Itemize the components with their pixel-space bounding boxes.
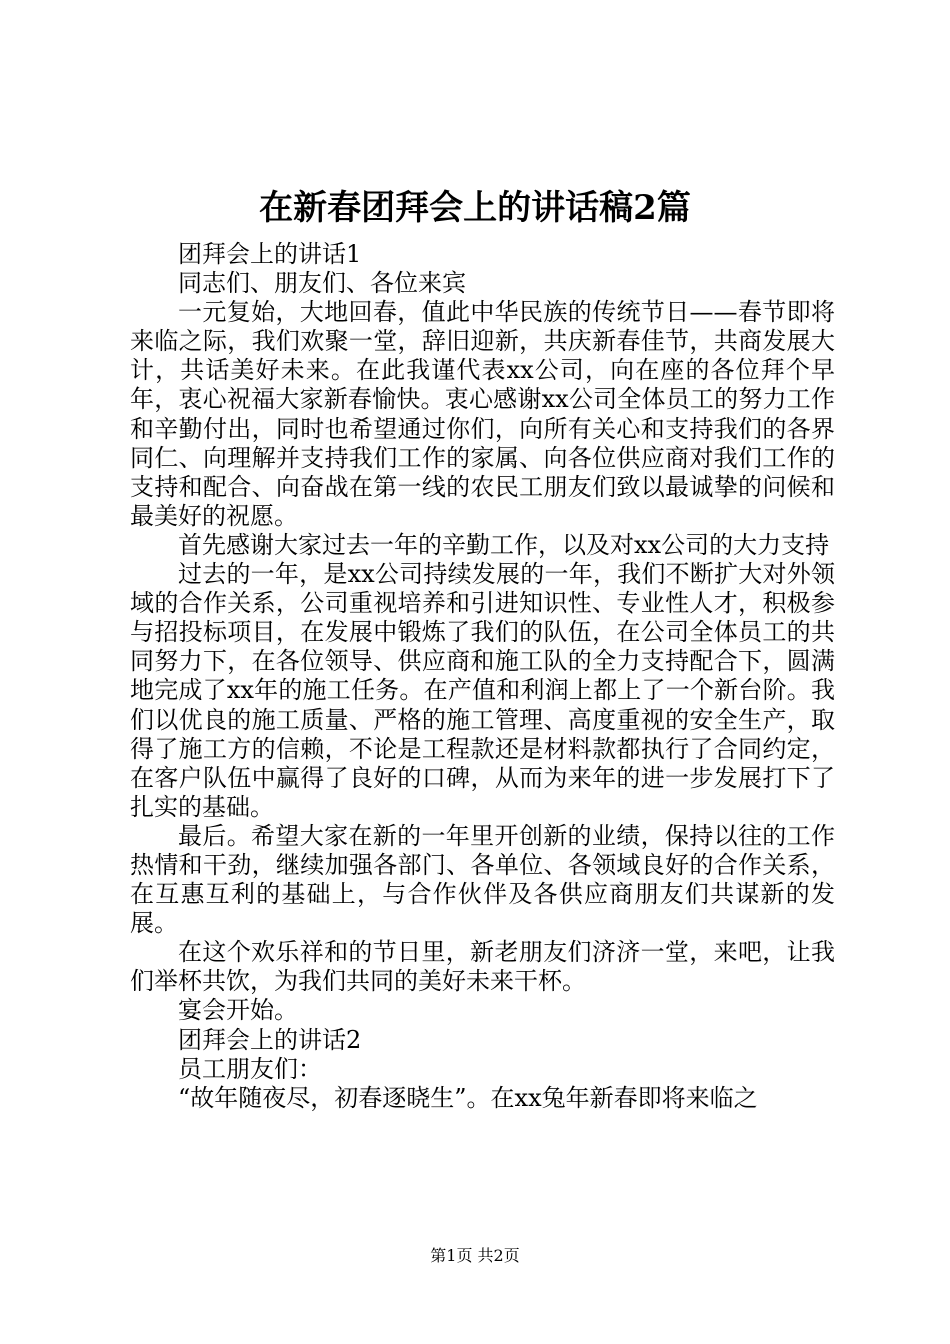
paragraph: 团拜会上的讲话2 [178,1025,362,1054]
paragraph: 员工朋友们： [178,1054,322,1083]
paragraph: 在这个欢乐祥和的节日里，新老朋友们济济一堂，来吧，让我们举杯共饮，为我们共同的美好未来干杯。 [130,938,835,996]
document-title: 在新春团拜会上的讲话稿2篇 [259,188,691,228]
page-footer: 第1页 共2页 [430,1246,520,1265]
document-body [130,240,835,1113]
paragraph: “故年随夜尽，初春逐晓生”。在xx兔年新春即将来临之 [178,1083,758,1112]
paragraph: 宴会开始。 [178,996,298,1025]
paragraph: 同志们、朋友们、各位来宾 [178,269,466,298]
paragraph: 一元复始，大地回春，值此中华民族的传统节日——春节即将来临之际，我们欢聚一堂，辞旧迎新，共庆新春佳节，共商发展大计，共话美好未来。在此我谨代表xx公司，向在座的各位拜个早年，衷心祝福大家新春愉快。衷心感谢xx公司全体员工的努力工作和辛勤付出，同时也希望通过你们，向所有关心和支持我们的各界同仁、向理解并支持我们工作的家属、向各位供应商对我们工作的支持和配合、向奋战在第一线的农民工朋友们致以最诚挚的问候和最美好的祝愿。 [130,298,835,530]
paragraph: 最后。希望大家在新的一年里开创新的业绩，保持以往的工作热情和干劲，继续加强各部门、各单位、各领域良好的合作关系，在互惠互利的基础上，与合作伙伴及各供应商朋友们共谋新的发展。 [130,821,835,938]
paragraph: 首先感谢大家过去一年的辛勤工作，以及对xx公司的大力支持 [178,530,830,559]
paragraph: 过去的一年，是xx公司持续发展的一年，我们不断扩大对外领域的合作关系，公司重视培养和引进知识性、专业性人才，积极参与招投标项目，在发展中锻炼了我们的队伍，在公司全体员工的共同努力下，在各位领导、供应商和施工队的全力支持配合下，圆满地完成了xx年的施工任务。在产值和利润上都上了一个新台阶。我们以优良的施工质量、严格的施工管理、高度重视的安全生产，取得了施工方的信赖，不论是工程款还是材料款都执行了合同约定，在客户队伍中赢得了良好的口碑，从而为来年的进一步发展打下了扎实的基础。 [130,560,835,821]
paragraph: 团拜会上的讲话1 [178,240,362,268]
